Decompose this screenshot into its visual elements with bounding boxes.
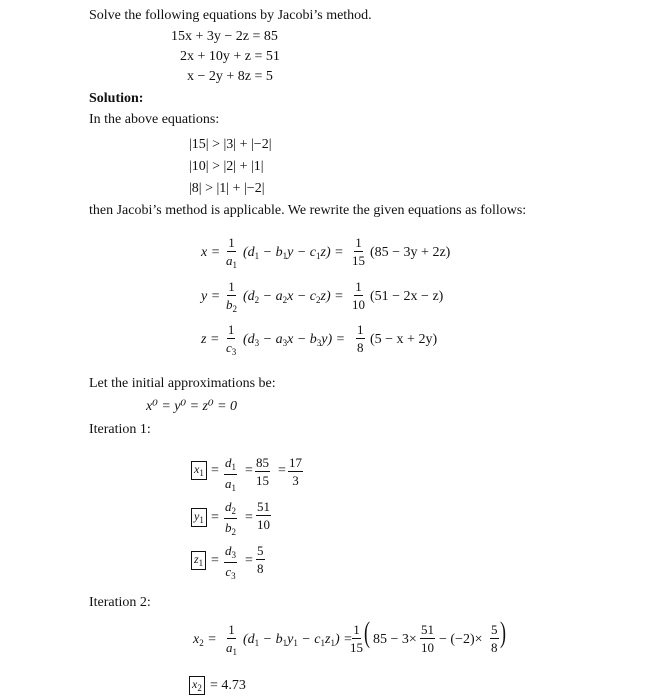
equation-3: x − 2y + 8z = 5 [187,69,273,84]
applicable-text: then Jacobi’s method is applicable. We rewrite the given equations as follows: [89,203,527,218]
equation-1: 15x + 3y − 2z = 85 [171,29,278,44]
rewrite-z-rhs: (5 − x + 2y) [370,332,438,347]
dominance-check-2: |10| > |2| + |1| [189,159,264,174]
rewrite-x-rhs: (85 − 3y + 2z) [370,245,451,260]
iteration-2-label: Iteration 2: [89,595,151,610]
iteration-1-label: Iteration 1: [89,422,151,437]
initial-values: x⁰ = y⁰ = z⁰ = 0 [146,399,238,414]
equation-2: 2x + 10y + z = 51 [180,49,280,64]
initial-label: Let the initial approximations be: [89,376,276,391]
dominance-check-1: |15| > |3| + |−2| [189,137,272,152]
problem-statement: Solve the following equations by Jacobi’s method. [89,8,372,23]
rewrite-y-rhs: (51 − 2x − z) [370,289,444,304]
solution-intro: In the above equations: [89,112,220,127]
dominance-check-3: |8| > |1| + |−2| [189,181,265,196]
solution-heading: Solution: [89,91,144,106]
